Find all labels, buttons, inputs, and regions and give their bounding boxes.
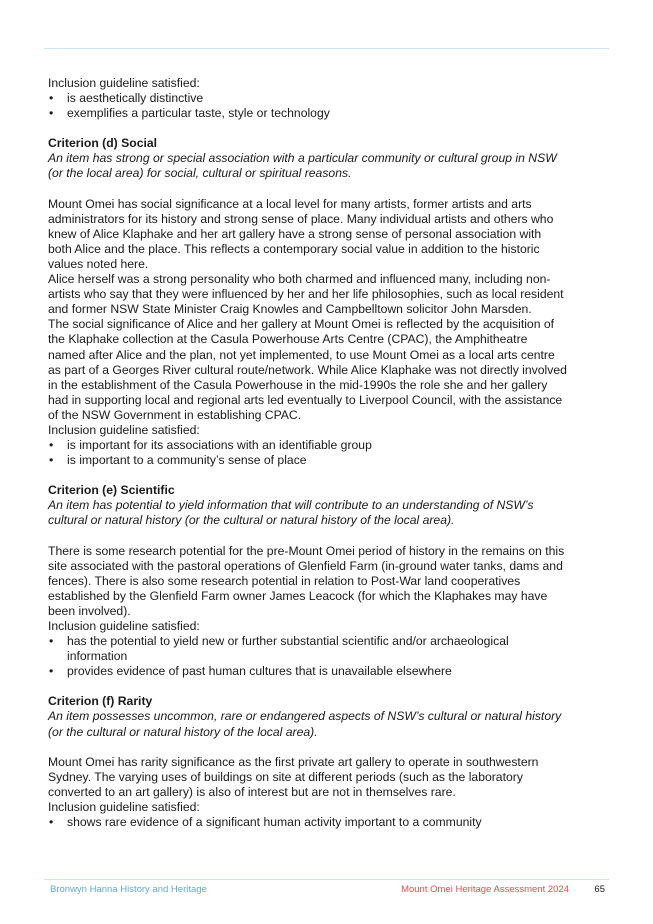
header-rule (44, 48, 609, 49)
criterion-f-guideline-list (48, 815, 568, 830)
intro-guideline-item: • is aesthetically distinctive (48, 91, 568, 106)
document-body (48, 76, 568, 830)
criterion-e-guideline-item: • provides evidence of past human cultures that is unavailable elsewhere (48, 664, 568, 679)
footer-document-title: Mount Omei Heritage Assessment 2024 (401, 884, 569, 895)
criterion-d-paragraph: Alice herself was a strong personality who both charmed and influenced many, including non-artists who say that they were influenced by her and her life philosophies, such as local resident and former NSW State Minister Craig Knowles and Campbelltown solicitor John Marsden. (48, 272, 564, 317)
intro-guideline-list (48, 91, 568, 121)
criterion-e-guideline-list (48, 634, 568, 679)
criterion-e-guideline-label: Inclusion guideline satisfied: (48, 619, 200, 633)
intro-guideline-item: • exemplifies a particular taste, style or technology (48, 106, 568, 121)
criterion-f-guideline-label: Inclusion guideline satisfied: (48, 799, 200, 814)
criterion-f-definition: An item possesses uncommon, rare or endangered aspects of NSW’s cultural or natural history (or the cultural or natural history of the local area). (48, 709, 562, 739)
criterion-e-paragraph: There is some research potential for the pre-Mount Omei period of history in the remains on this site associated with the pastoral operations of Glenfield Farm (in-ground water tanks, dams and fences). There is also some research potential in relation to Post-War land cooperatives established by the Glenfield Farm owner James Leacock (for which the Klaphakes may have been involved). (48, 543, 565, 618)
criterion-f-paragraph: Mount Omei has rarity significance as the first private art gallery to operate in southwestern Sydney. The varying uses of buildings on site at different periods (such as the laboratory converted to an art gallery) is also of interest but are not in themselves rare. (48, 754, 539, 799)
criterion-d-guideline-list (48, 438, 568, 468)
criterion-d-guideline-item: • is important for its associations with an identifiable group (48, 438, 568, 453)
criterion-f-guideline-item: • shows rare evidence of a significant human activity important to a community (48, 815, 568, 830)
footer-rule (44, 879, 609, 880)
criterion-e-definition: An item has potential to yield information that will contribute to an understanding of NSW’s cultural or natural history (or the cultural or natural history of the local area). (48, 498, 534, 528)
criterion-d-heading: Criterion (d) Social (48, 136, 158, 151)
criterion-e-heading: Criterion (e) Scientific (48, 483, 175, 498)
footer-author: Bronwyn Hanna History and Heritage (50, 884, 207, 895)
criterion-e-guideline-item: • has the potential to yield new or further substantial scientific and/or archaeological information (48, 634, 568, 664)
criterion-d-guideline-item: • is important to a community’s sense of place (48, 453, 568, 468)
criterion-d-paragraph: The social significance of Alice and her gallery at Mount Omei is reflected by the acquisition of the Klaphake collection at the Casula Powerhouse Arts Centre (CPAC), the Amphitheatre named after Alice and the plan, not yet implemented, to use Mount Omei as a local arts centre as part of a Georges River cultural route/network. While Alice Klaphake was not directly involved in the establishment of the Casula Powerhouse in the mid-1990s the role she and her gallery had in supporting local and regional arts led eventually to Liverpool Council, with the assistance of the NSW Government in establishing CPAC. (48, 317, 567, 422)
criterion-d-guideline-label: Inclusion guideline satisfied: (48, 422, 200, 437)
page-number: 65 (594, 884, 605, 895)
intro-guideline-label: Inclusion guideline satisfied: (48, 76, 200, 90)
criterion-d-paragraph: Mount Omei has social significance at a local level for many artists, former artists and arts administrators for its history and strong sense of place. Many individual artists and others who knew of Alice Klaphake and her art gallery have a strong sense of personal association with both Alice and the place. This reflects a contemporary social value in addition to the historic values noted here. (48, 196, 554, 271)
criterion-d-definition: An item has strong or special association with a particular community or cultural group in NSW (or the local area) for social, cultural or spiritual reasons. (48, 151, 557, 181)
criterion-f-heading: Criterion (f) Rarity (48, 694, 153, 709)
